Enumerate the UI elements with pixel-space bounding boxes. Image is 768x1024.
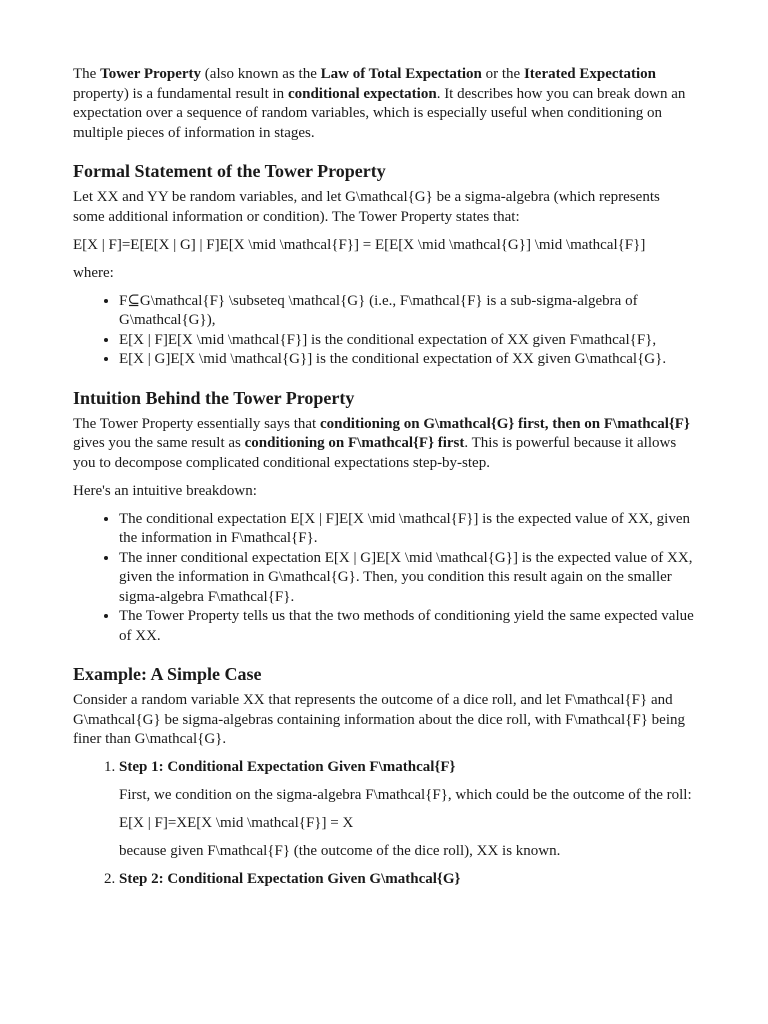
formal-bullet-list — [73, 292, 695, 370]
step-item — [119, 758, 695, 861]
term-law-total-expectation: Law of Total Expectation — [320, 66, 482, 82]
intro-text: (also known as the — [201, 66, 321, 82]
intuition-paragraph — [73, 415, 695, 474]
intro-text: or the — [481, 66, 524, 82]
intro-paragraph — [73, 65, 695, 143]
tower-formula: E[X | F]=E[E[X | G] | F]E[X \mid \mathcal{F}] = E[E[X \mid \mathcal{G}] \mid \mathcal{F}] — [73, 236, 646, 253]
list-item: • E[X | G]E[X \mid \mathcal{G}] is the conditional expectation of XX given G\mathcal{G}. — [119, 350, 695, 370]
step-item — [119, 870, 695, 890]
step-paragraph: because given F\mathcal{F} (the outcome of the dice roll), XX is known. — [119, 842, 561, 859]
step-paragraph: First, we condition on the sigma-algebra F\mathcal{F}, which could be the outcome of the roll: — [119, 786, 692, 803]
list-item: • F⊆G\mathcal{F} \subseteq \mathcal{G} (i.e., F\mathcal{F} is a sub-sigma-algebra of G\mathcal{G}), — [119, 292, 695, 331]
intuition-text: The Tower Property essentially says that — [73, 415, 320, 432]
intuition-emphasis: conditioning on F\mathcal{F} first — [244, 435, 465, 451]
example-steps-list — [73, 758, 695, 889]
list-item: • The inner conditional expectation E[X | G]E[X \mid \mathcal{G}] is the expected value of XX, given the information in G\mathcal{G}. Then, you condition this result again on the smaller sigma-algebra F\mathcal{F}. — [119, 549, 695, 608]
step-title: 2. Step 2: Conditional Expectation Given G\mathcal{G} — [119, 870, 461, 887]
list-item: • The conditional expectation E[X | F]E[X \mid \mathcal{F}] is the expected value of XX, given the information in F\mathcal{F}. — [119, 510, 695, 549]
term-iterated-expectation: Iterated Expectation — [523, 66, 657, 82]
term-conditional-expectation: conditional expectation — [287, 85, 437, 102]
intro-text: The — [73, 66, 101, 82]
intuition-text: gives you the same result as — [73, 435, 245, 451]
intuition-bullet-list — [73, 510, 695, 647]
intuition-heading: Intuition Behind the Tower Property — [73, 387, 355, 408]
list-item: • The Tower Property tells us that the two methods of conditioning yield the same expected value of XX. — [119, 607, 695, 646]
intro-text: property) is a fundamental result in — [73, 85, 288, 102]
formal-paragraph: Let XX and YY be random variables, and let G\mathcal{G} be a sigma-algebra (which represents some additional information or condition). The Tower Property states that: — [73, 189, 660, 225]
intuition-emphasis: conditioning on G\mathcal{G} first, then on F\mathcal{F} — [319, 415, 690, 432]
intuition-text: . This is powerful because it allows you to decompose complicated conditional expectations step-by-step. — [73, 435, 677, 471]
list-item: • E[X | F]E[X \mid \mathcal{F}] is the conditional expectation of XX given F\mathcal{F}, — [119, 331, 695, 351]
where-label: where: — [73, 264, 114, 281]
example-heading: Example: A Simple Case — [73, 664, 262, 684]
step-formula: E[X | F]=XE[X \mid \mathcal{F}] = X — [119, 814, 354, 831]
example-paragraph: Consider a random variable XX that represents the outcome of a dice roll, and let F\mathcal{F} and G\mathcal{G} be sigma-algebras containing information about the dice roll, with F\mathcal{F} being finer than G\mathcal{G}. — [73, 692, 685, 747]
intro-text: . It describes how you can break down an expectation over a sequence of random variables, which is especially useful when conditioning on multiple pieces of information in stages. — [73, 85, 686, 141]
formal-statement-heading: Formal Statement of the Tower Property — [73, 161, 386, 181]
step-title: 1. Step 1: Conditional Expectation Given F\mathcal{F} — [119, 759, 456, 775]
breakdown-label: Here's an intuitive breakdown: — [73, 482, 257, 499]
term-tower-property: Tower Property — [100, 66, 202, 82]
